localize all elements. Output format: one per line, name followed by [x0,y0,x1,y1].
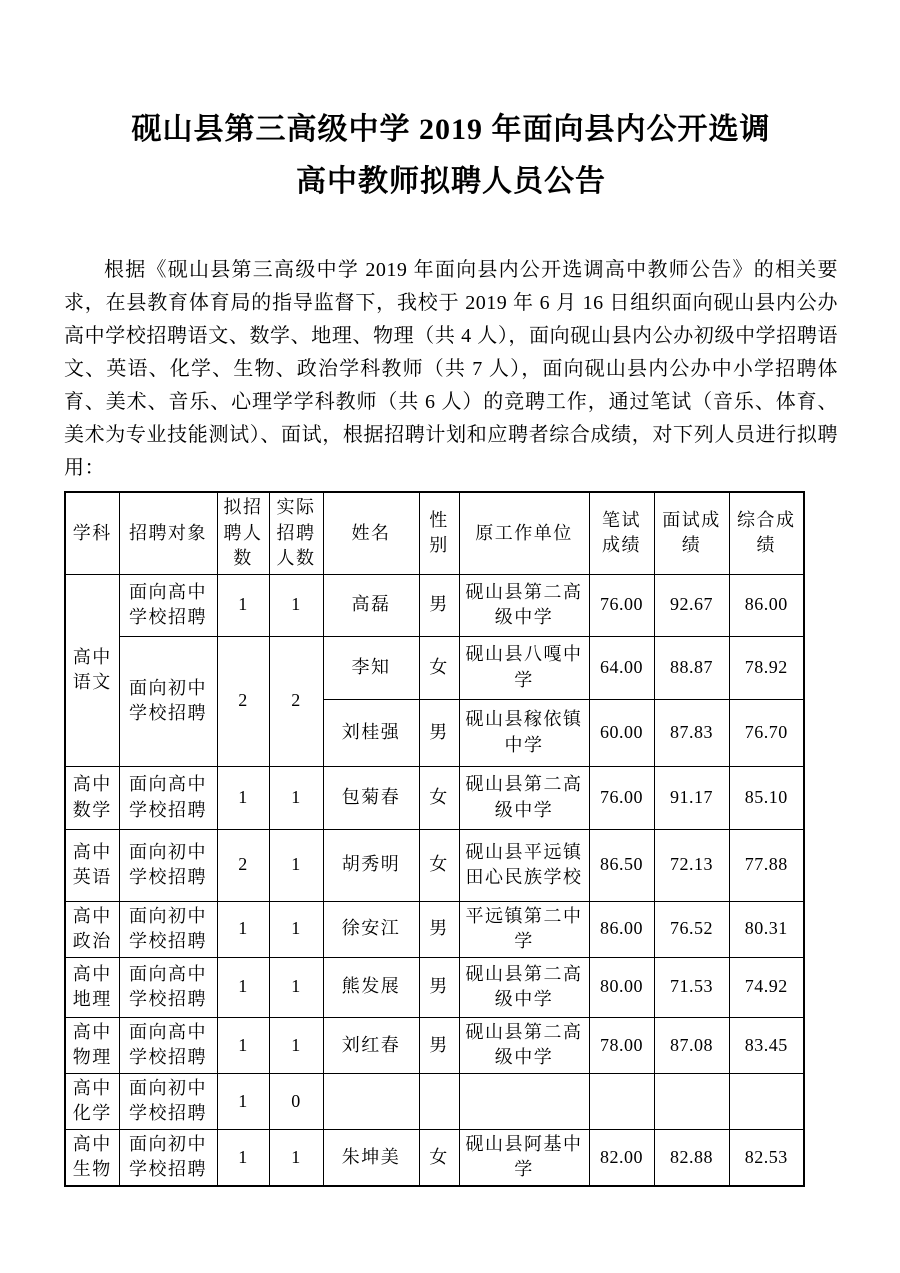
cell-interview-score: 87.08 [654,1017,729,1073]
cell-gender: 女 [419,766,459,829]
cell-unit: 砚山县第二高级中学 [459,1017,589,1073]
cell-planned: 1 [217,957,269,1017]
cell-target: 面向初中学校招聘 [119,829,217,901]
cell-name: 胡秀明 [323,829,419,901]
cell-planned: 1 [217,1129,269,1186]
cell-gender: 男 [419,699,459,766]
table-row-physics [65,1017,804,1073]
intro-paragraph: 根据《砚山县第三高级中学 2019 年面向县内公开选调高中教师公告》的相关要求，在县教育体育局的指导监督下，我校于 2019 年 6 月 16 日组织面向砚山县内公办高中学校招聘语文、数学、地理、物理（共 4 人），面向砚山县内公办初级中学招聘语文、英语、化学、生物、政治学科教师（共 7 人），面向砚山县内公办中小学招聘体育、美术、音乐、心理学学科教师（共 6 人）的竞聘工作，通过笔试（音乐、体育、美术为专业技能测试）、面试，根据招聘计划和应聘者综合成绩，对下列人员进行拟聘用： [64,259,838,479]
cell-overall-score: 77.88 [729,829,804,901]
cell-written-score: 82.00 [589,1129,654,1186]
cell-written-score: 64.00 [589,636,654,699]
cell-unit: 砚山县第二高级中学 [459,766,589,829]
cell-name: 徐安江 [323,901,419,957]
cell-unit: 砚山县八嘎中学 [459,636,589,699]
cell-overall-score: 78.92 [729,636,804,699]
cell-unit: 平远镇第二中学 [459,901,589,957]
cell-gender: 男 [419,574,459,636]
table-row-chinese-1 [65,574,804,636]
cell-name: 熊发展 [323,957,419,1017]
cell-interview-score [654,1073,729,1129]
cell-subject: 高中化学 [65,1073,119,1129]
col-header-subject: 学科 [65,492,119,574]
col-header-original-unit: 原工作单位 [459,492,589,574]
table-row-math [65,766,804,829]
table-row-chemistry [65,1073,804,1129]
cell-target: 面向高中学校招聘 [119,1017,217,1073]
cell-gender [419,1073,459,1129]
cell-actual: 0 [269,1073,323,1129]
cell-written-score: 76.00 [589,574,654,636]
cell-subject: 高中数学 [65,766,119,829]
document-title [64,104,838,208]
cell-name [323,1073,419,1129]
col-header-target: 招聘对象 [119,492,217,574]
cell-overall-score: 80.31 [729,901,804,957]
cell-planned: 1 [217,1073,269,1129]
cell-planned: 1 [217,901,269,957]
cell-target: 面向初中学校招聘 [119,1073,217,1129]
cell-name: 刘红春 [323,1017,419,1073]
cell-gender: 女 [419,1129,459,1186]
cell-actual: 1 [269,829,323,901]
cell-planned: 1 [217,766,269,829]
cell-target: 面向高中学校招聘 [119,766,217,829]
cell-unit: 砚山县第二高级中学 [459,957,589,1017]
col-header-written-score: 笔试成绩 [589,492,654,574]
table-row-geography [65,957,804,1017]
table-row-politics [65,901,804,957]
cell-interview-score: 71.53 [654,957,729,1017]
cell-unit: 砚山县阿基中学 [459,1129,589,1186]
cell-name: 李知 [323,636,419,699]
cell-name: 刘桂强 [323,699,419,766]
table-row-english [65,829,804,901]
cell-written-score: 86.00 [589,901,654,957]
table-header-row [65,492,804,574]
recruitment-table [64,491,805,1187]
cell-interview-score: 87.83 [654,699,729,766]
cell-subject: 高中地理 [65,957,119,1017]
cell-planned: 1 [217,1017,269,1073]
cell-planned: 2 [217,636,269,766]
cell-overall-score: 83.45 [729,1017,804,1073]
cell-gender: 女 [419,636,459,699]
cell-written-score: 78.00 [589,1017,654,1073]
cell-target: 面向高中学校招聘 [119,957,217,1017]
col-header-overall-score: 综合成绩 [729,492,804,574]
cell-name: 朱坤美 [323,1129,419,1186]
cell-subject: 高中物理 [65,1017,119,1073]
cell-unit: 砚山县稼依镇中学 [459,699,589,766]
cell-actual: 1 [269,574,323,636]
col-header-actual-count: 实际招聘人数 [269,492,323,574]
cell-actual: 1 [269,766,323,829]
cell-interview-score: 92.67 [654,574,729,636]
cell-gender: 男 [419,957,459,1017]
cell-overall-score: 74.92 [729,957,804,1017]
cell-gender: 女 [419,829,459,901]
cell-overall-score [729,1073,804,1129]
cell-written-score: 80.00 [589,957,654,1017]
cell-overall-score: 76.70 [729,699,804,766]
cell-planned: 2 [217,829,269,901]
cell-target: 面向高中学校招聘 [119,574,217,636]
cell-interview-score: 91.17 [654,766,729,829]
cell-subject: 高中生物 [65,1129,119,1186]
cell-written-score: 60.00 [589,699,654,766]
cell-name: 包菊春 [323,766,419,829]
cell-interview-score: 72.13 [654,829,729,901]
table-row-biology [65,1129,804,1186]
col-header-name: 姓名 [323,492,419,574]
col-header-planned-count: 拟招聘人数 [217,492,269,574]
cell-unit: 砚山县第二高级中学 [459,574,589,636]
document-title-line1: 砚山县第三高级中学 2019 年面向县内公开选调 [131,113,771,146]
cell-name: 高磊 [323,574,419,636]
table-row-chinese-2 [65,636,804,699]
cell-interview-score: 88.87 [654,636,729,699]
cell-interview-score: 76.52 [654,901,729,957]
cell-interview-score: 82.88 [654,1129,729,1186]
cell-unit [459,1073,589,1129]
cell-written-score: 76.00 [589,766,654,829]
col-header-gender: 性别 [419,492,459,574]
cell-actual: 2 [269,636,323,766]
cell-unit: 砚山县平远镇田心民族学校 [459,829,589,901]
cell-target: 面向初中学校招聘 [119,636,217,766]
cell-actual: 1 [269,1129,323,1186]
cell-target: 面向初中学校招聘 [119,1129,217,1186]
cell-subject: 高中英语 [65,829,119,901]
cell-subject: 高中语文 [65,574,119,766]
cell-overall-score: 82.53 [729,1129,804,1186]
cell-gender: 男 [419,901,459,957]
cell-planned: 1 [217,574,269,636]
cell-target: 面向初中学校招聘 [119,901,217,957]
cell-written-score: 86.50 [589,829,654,901]
cell-actual: 1 [269,901,323,957]
cell-subject: 高中政治 [65,901,119,957]
cell-gender: 男 [419,1017,459,1073]
cell-actual: 1 [269,957,323,1017]
cell-written-score [589,1073,654,1129]
document-title-line2: 高中教师拟聘人员公告 [296,165,606,198]
col-header-interview-score: 面试成绩 [654,492,729,574]
cell-overall-score: 85.10 [729,766,804,829]
cell-overall-score: 86.00 [729,574,804,636]
cell-actual: 1 [269,1017,323,1073]
